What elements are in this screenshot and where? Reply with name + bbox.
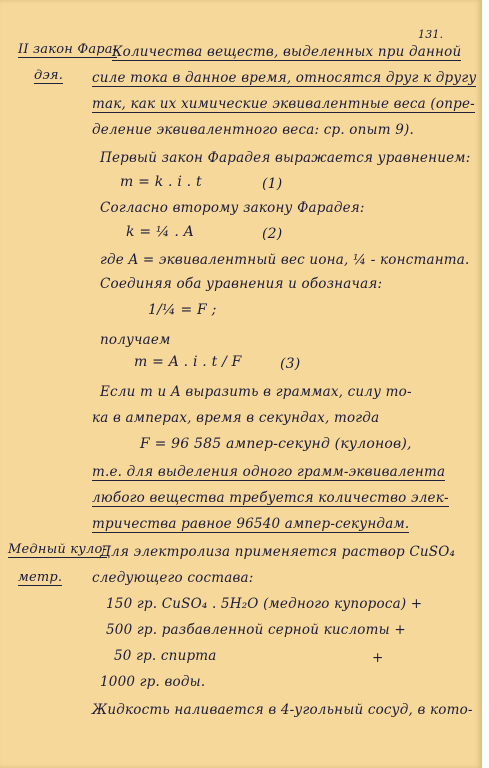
- formula-3: 1/¼ = F ;: [148, 302, 217, 318]
- text-line-11: ка в амперах, время в секундах, тогда: [92, 410, 380, 426]
- text-line-12: F = 96 585 ампер-секунд (кулонов),: [140, 436, 412, 452]
- text-line-13: т.е. для выделения одного грамм-эквивалента: [92, 464, 446, 480]
- recipe-line-3-plus: +: [372, 650, 384, 666]
- recipe-line-2: 500 гр. разбавленной серной кислоты +: [106, 622, 406, 638]
- text-line-8: Соединяя оба уравнения и обозначая:: [100, 276, 383, 292]
- formula-1: m = k . i . t: [120, 174, 202, 190]
- recipe-line-4: 1000 гр. воды.: [100, 674, 206, 690]
- formula-2-number: (2): [262, 226, 283, 242]
- margin-note-law2-line1: II закон Фара-: [18, 42, 118, 57]
- text-line-10: Если m и A выразить в граммах, силу то-: [100, 384, 412, 400]
- text-line-5: Первый закон Фарадея выражается уравнением:: [100, 150, 471, 166]
- recipe-line-1: 150 гр. CuSO₄ . 5H₂O (медного купороса) +: [106, 596, 423, 612]
- text-line-18: Жидкость наливается в 4-угольный сосуд, в кото-: [92, 702, 473, 718]
- text-line-6: Согласно второму закону Фарадея:: [100, 200, 365, 216]
- text-line-9: получаем: [100, 332, 171, 348]
- text-line-14: любого вещества требуется количество элек-: [92, 490, 449, 506]
- recipe-line-3: 50 гр. спирта: [114, 648, 217, 664]
- text-line-2: силе тока в данное время, относятся друг к другу: [92, 70, 477, 86]
- margin-note-coulometer-line1: Медный куло-: [8, 542, 108, 557]
- text-line-4: деление эквивалентного веса: ср. опыт 9).: [92, 122, 414, 138]
- text-line-1: Количества веществ, выделенных при данной: [112, 44, 462, 60]
- text-line-3: так, как их химические эквивалентные веса (опре-: [92, 96, 475, 112]
- text-line-16: Для электролиза применяется раствор CuSO₄: [100, 544, 456, 560]
- page-number: 131.: [418, 28, 444, 41]
- formula-2: k = ¼ . A: [126, 224, 194, 240]
- margin-note-law2-line2: дэя.: [34, 68, 64, 83]
- margin-note-coulometer-line2: метр.: [18, 570, 63, 585]
- formula-4: m = A . i . t / F: [134, 354, 242, 370]
- text-line-15: тричества равное 96540 ампер-секундам.: [92, 516, 410, 532]
- text-line-17: следующего состава:: [92, 570, 254, 586]
- text-line-7: где A = эквивалентный вес иона, ¼ - константа.: [100, 252, 470, 268]
- formula-1-number: (1): [262, 176, 283, 192]
- formula-4-number: (3): [280, 356, 301, 372]
- page-edge: [482, 0, 489, 768]
